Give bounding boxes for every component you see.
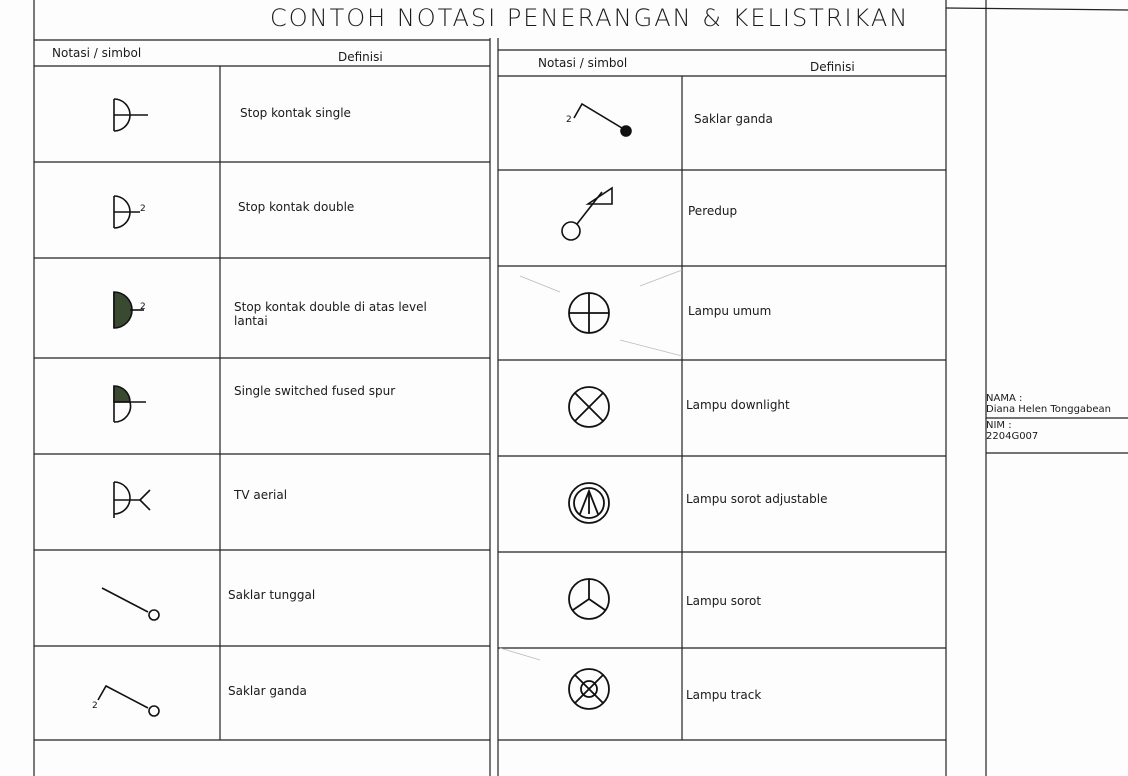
row-definition: Single switched fused spur <box>234 384 396 398</box>
row-definition: Stop kontak double <box>238 200 355 214</box>
left-header-symbol: Notasi / simbol <box>52 46 142 60</box>
left-header-definition: Definisi <box>338 50 383 64</box>
tv-aerial-icon <box>100 478 160 526</box>
label-two: 2 <box>566 115 572 125</box>
switch-single-icon <box>96 580 166 628</box>
row-definition: Stop kontak double di atas level lantai <box>234 300 427 328</box>
socket-double-icon <box>100 192 160 236</box>
row-definition: Saklar ganda <box>694 112 773 126</box>
row-definition: Lampu downlight <box>686 398 790 412</box>
socket-single-icon <box>100 95 160 139</box>
row-definition: TV aerial <box>234 488 288 502</box>
switch-double-filled-icon <box>560 100 640 148</box>
row-definition: Saklar tunggal <box>228 588 316 602</box>
label-two: 2 <box>140 204 146 214</box>
row-definition: Stop kontak single <box>240 106 351 120</box>
switched-fused-spur-icon <box>100 382 160 430</box>
label-two: 2 <box>92 701 98 711</box>
nim-value: 2204G007 <box>986 431 1039 442</box>
downlight-icon <box>566 384 612 434</box>
right-header-symbol: Notasi / simbol <box>538 56 628 70</box>
student-info <box>986 393 1128 442</box>
track-lamp-icon <box>564 666 614 716</box>
dimmer-icon <box>554 180 624 250</box>
name-value: Diana Helen Tonggabean <box>986 404 1112 415</box>
right-header-definition: Definisi <box>810 60 855 74</box>
row-definition: Peredup <box>688 204 738 218</box>
nim-label: NIM : <box>986 420 1012 431</box>
row-definition: Lampu sorot adjustable <box>686 492 828 506</box>
row-definition: Lampu sorot <box>686 594 762 608</box>
row-definition: Lampu track <box>686 688 762 702</box>
label-two: 2 <box>140 302 146 312</box>
row-definition: Lampu umum <box>688 304 772 318</box>
row-definition: Saklar ganda <box>228 684 307 698</box>
name-label: NAMA : <box>986 393 1023 404</box>
page-title: CONTOH NOTASI PENERANGAN & KELISTRIKAN <box>270 4 910 32</box>
adjustable-lamp-icon <box>566 480 612 530</box>
spotlight-icon <box>566 576 612 626</box>
lamp-general-icon <box>566 290 612 340</box>
socket-double-lid-icon <box>100 288 160 336</box>
switch-double-icon <box>92 680 168 728</box>
